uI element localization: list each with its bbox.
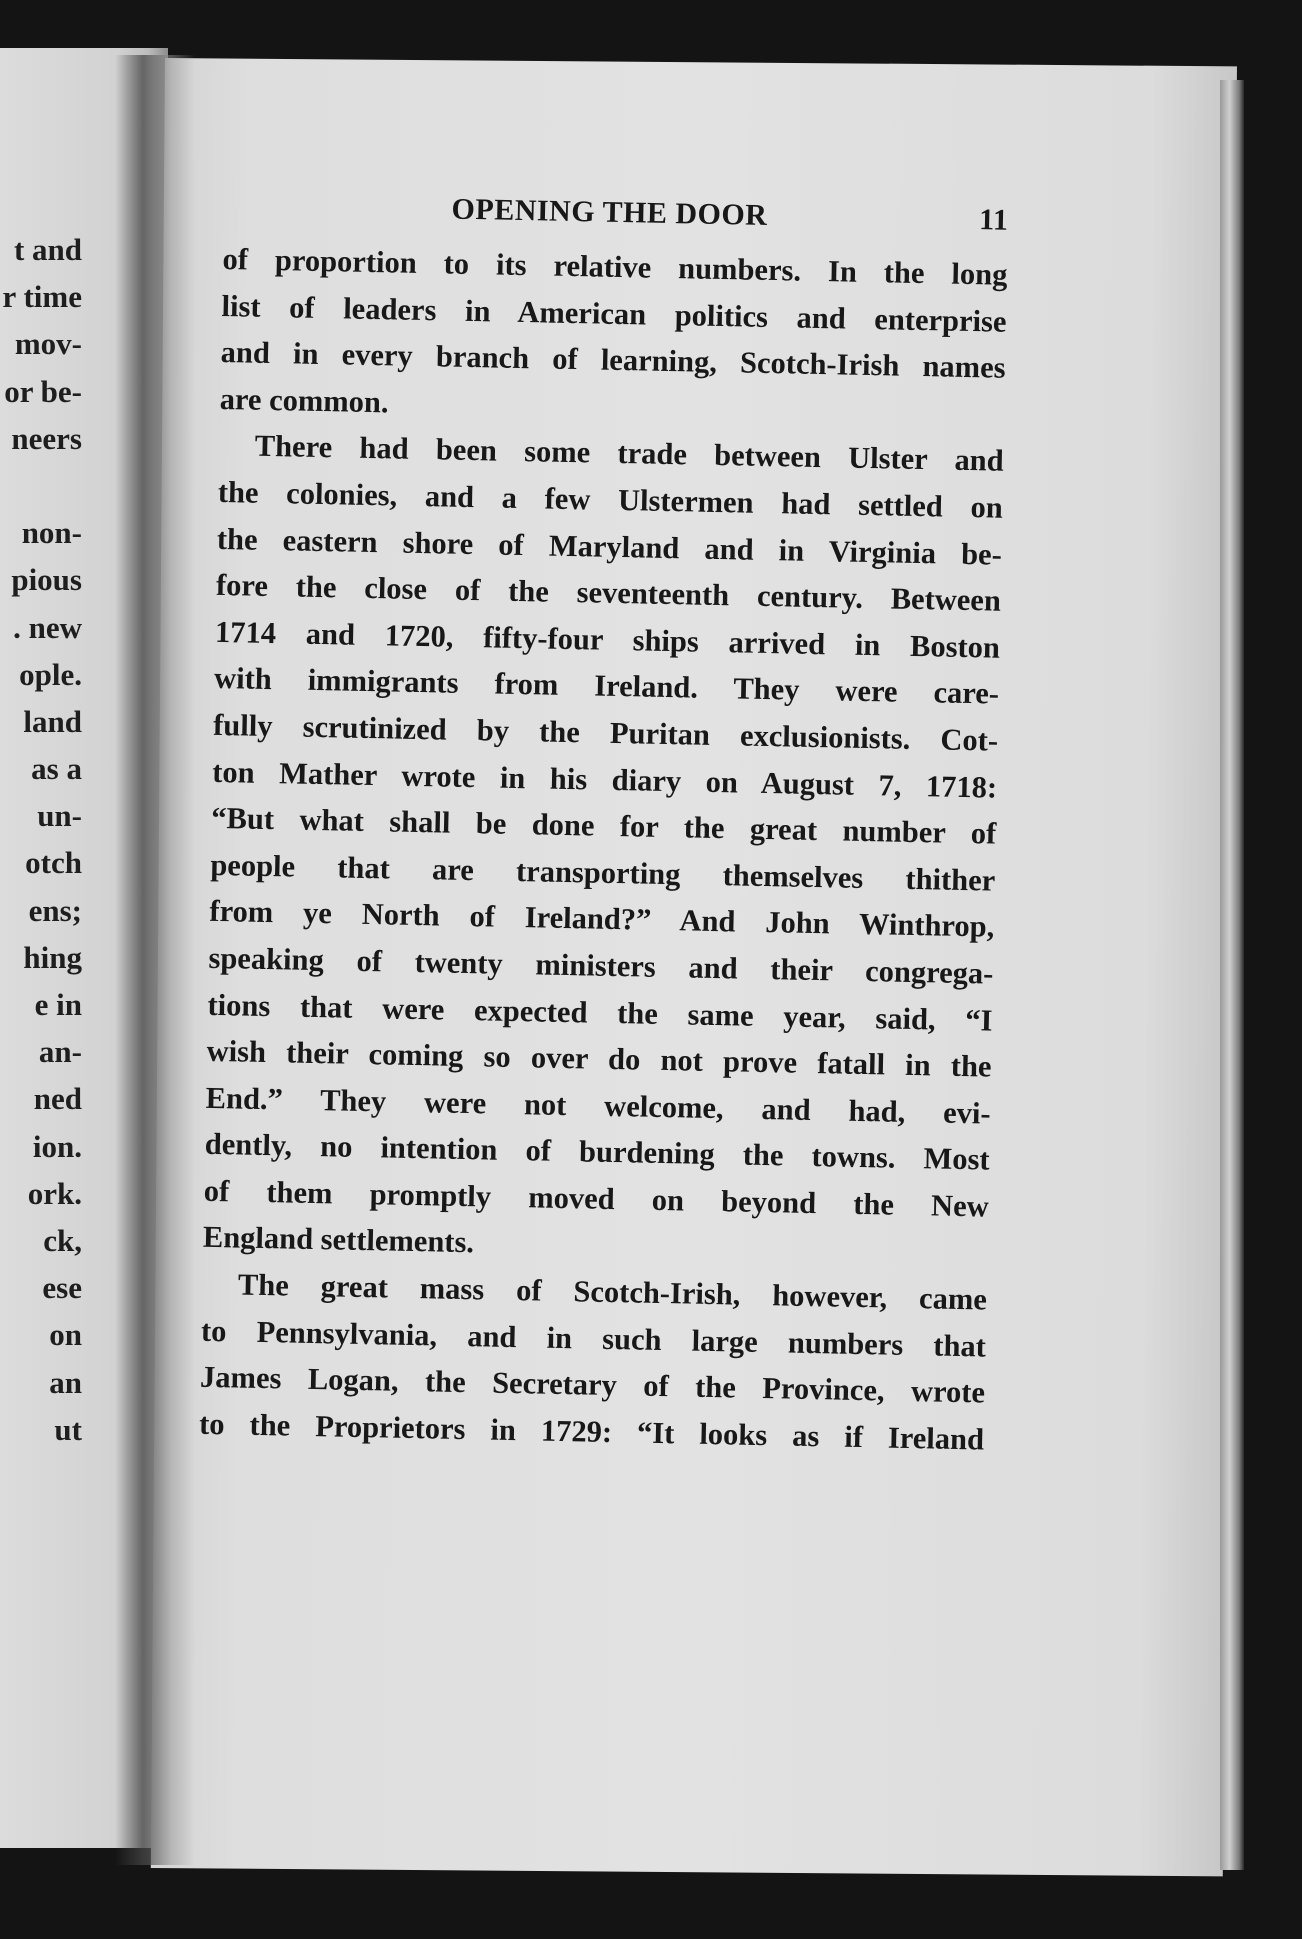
previous-page-text <box>3 226 82 1453</box>
text-line: fore the close of the seventeenth century. Between <box>215 568 1002 618</box>
previous-page-line: ese <box>42 1270 82 1306</box>
previous-page-line: on <box>49 1317 82 1353</box>
previous-page-line: un- <box>37 798 82 834</box>
previous-page-line: otch <box>25 845 82 881</box>
text-line: speaking of twenty ministers and their congrega- <box>208 940 994 991</box>
previous-page-line: r time <box>2 279 82 315</box>
page-number: 11 <box>978 203 1009 237</box>
text-line: dently, no intention of burdening the towns. Most <box>204 1127 990 1177</box>
book-gutter-shadow <box>115 55 195 1865</box>
previous-page-line: hing <box>23 939 82 975</box>
text-line: England settlements. <box>202 1220 475 1260</box>
text-line: from ye North of Ireland?” And John Winthrop, <box>209 894 995 944</box>
text-line: to Pennsylvania, and in such large numbers that <box>200 1313 987 1364</box>
previous-page-line: e in <box>34 987 82 1022</box>
previous-page-line: pious <box>11 562 82 598</box>
text-line: people that are transporting themselves thither <box>210 847 996 898</box>
previous-page-line <box>3 462 82 509</box>
page-text-block <box>199 188 1009 1463</box>
previous-page-line: ople. <box>19 656 82 692</box>
text-line: to the Proprietors in 1729: “It looks as if Ireland <box>198 1406 985 1457</box>
previous-page-line: ens; <box>28 892 82 928</box>
previous-page-line: neers <box>11 420 82 456</box>
text-line: and in every branch of learning, Scotch-Irish names <box>220 335 1006 385</box>
text-line: End.” They were not welcome, and had, evi- <box>205 1080 991 1131</box>
text-line: James Logan, the Secretary of the Province, wrote <box>199 1360 986 1410</box>
text-line: ton Mather wrote in his diary on August 7, 1718: <box>211 754 998 805</box>
text-line: the colonies, and a few Ulstermen had settled on <box>217 474 1004 525</box>
previous-page-line: ned <box>33 1081 82 1117</box>
paragraph-3 <box>199 1261 988 1463</box>
paragraph-1 <box>219 236 1008 438</box>
page-edge <box>1220 80 1244 1870</box>
previous-page-line: ork. <box>27 1175 82 1211</box>
previous-page-line: mov- <box>14 326 82 362</box>
previous-page-line: an <box>49 1364 82 1400</box>
previous-page-line: . new <box>13 609 82 645</box>
text-line: tions that were expected the same year, said, “I <box>207 987 993 1038</box>
previous-page-line: or be- <box>4 373 82 409</box>
text-line: of them promptly moved on beyond the New <box>203 1173 990 1224</box>
previous-page-line: t and <box>13 232 82 267</box>
text-line: are common. <box>219 381 389 420</box>
running-head-title: OPENING THE DOOR <box>451 192 768 232</box>
text-line: the eastern shore of Maryland and in Virginia be- <box>216 521 1003 572</box>
text-line: with immigrants from Ireland. They were care- <box>213 661 1000 711</box>
previous-page-line: ion. <box>32 1128 82 1164</box>
previous-page-line: land <box>23 703 82 739</box>
text-line: There had been some trade between Ulster and <box>254 429 1005 479</box>
previous-page-line: ck, <box>43 1222 82 1258</box>
text-line: The great mass of Scotch-Irish, however, came <box>237 1267 988 1317</box>
text-line: 1714 and 1720, fifty-four ships arrived in Boston <box>214 614 1001 665</box>
previous-page-line: non- <box>21 515 82 551</box>
previous-page-line: ut <box>54 1411 82 1447</box>
text-line: fully scrutinized by the Puritan exclusionists. Cot- <box>212 707 999 758</box>
text-line: of proportion to its relative numbers. In the long <box>222 241 1008 292</box>
previous-page-line: an- <box>38 1034 82 1070</box>
text-line: “But what shall be done for the great number of <box>211 801 997 851</box>
text-line: wish their coming so over do not prove fatall in the <box>206 1033 992 1084</box>
paragraph-2 <box>202 422 1004 1276</box>
previous-page-line: as a <box>31 751 82 787</box>
text-line: list of leaders in American politics and enterprise <box>221 288 1007 339</box>
